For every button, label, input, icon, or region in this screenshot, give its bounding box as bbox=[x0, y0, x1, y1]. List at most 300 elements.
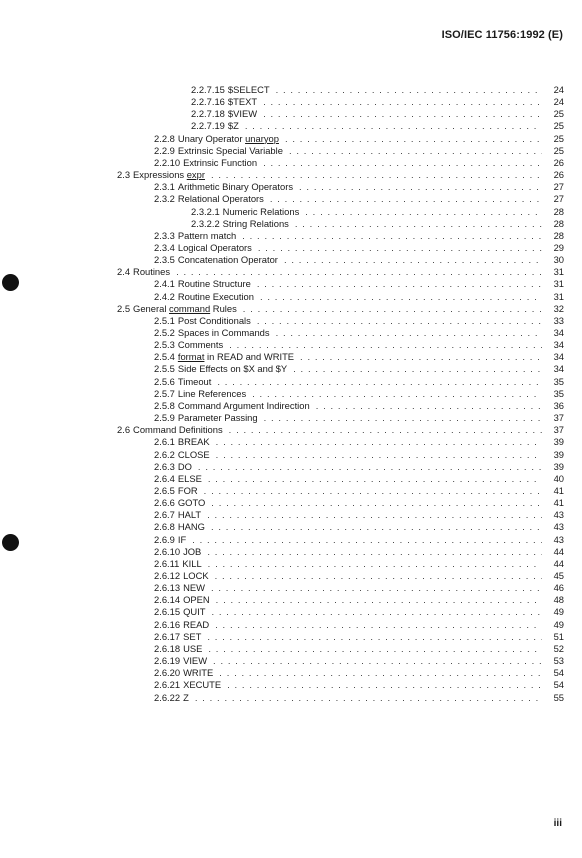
section-title: $Z bbox=[227, 120, 239, 132]
dot-leader bbox=[257, 278, 542, 290]
toc-entry bbox=[154, 157, 564, 169]
section-number: 2.3 bbox=[117, 169, 131, 181]
page-number: 40 bbox=[553, 472, 564, 484]
toc-entry bbox=[191, 218, 564, 230]
toc-entry bbox=[191, 206, 564, 218]
section-number: 2.6.7 bbox=[154, 509, 175, 521]
toc-entry bbox=[191, 84, 564, 96]
page-number: 39 bbox=[553, 460, 564, 472]
section-number: 2.2.7.16 bbox=[191, 96, 225, 108]
toc-entry-label bbox=[154, 157, 257, 169]
section-title: Routine Structure bbox=[177, 278, 251, 290]
toc-entry-label bbox=[154, 400, 310, 412]
dot-leader bbox=[211, 582, 542, 594]
page-number: 49 bbox=[553, 618, 564, 630]
section-title: Spaces in Commands bbox=[177, 327, 270, 338]
page-number: 46 bbox=[553, 582, 564, 594]
page-number: 28 bbox=[553, 217, 564, 229]
toc-entry bbox=[191, 96, 564, 108]
section-number: 2.4.2 bbox=[154, 290, 175, 302]
dot-leader bbox=[263, 157, 542, 169]
section-title: Arithmetic Binary Operators bbox=[177, 181, 294, 193]
section-number: 2.2.10 bbox=[154, 156, 181, 168]
toc-entry-label bbox=[191, 96, 257, 108]
dot-leader bbox=[227, 679, 542, 691]
toc-entry-label bbox=[117, 303, 237, 315]
toc-entry-label bbox=[154, 193, 264, 205]
toc-entry-label bbox=[154, 181, 293, 193]
toc-entry-label bbox=[154, 436, 210, 448]
toc-entry bbox=[154, 400, 564, 412]
page-number: 27 bbox=[553, 181, 564, 193]
toc-entry bbox=[154, 558, 564, 570]
section-number: 2.2.7.19 bbox=[191, 120, 225, 132]
dot-leader bbox=[215, 570, 542, 582]
section-number: 2.3.1 bbox=[154, 181, 175, 193]
toc-entry-label bbox=[154, 242, 252, 254]
toc-entry bbox=[154, 594, 564, 606]
dot-leader bbox=[217, 376, 542, 388]
toc-entry-label bbox=[154, 291, 254, 303]
section-title: CLOSE bbox=[177, 448, 210, 460]
section-number: 2.3.5 bbox=[154, 254, 175, 266]
toc-entry-label bbox=[191, 120, 239, 132]
section-number: 2.2.7.15 bbox=[191, 84, 225, 95]
toc-entry bbox=[117, 424, 564, 436]
toc-entry bbox=[154, 485, 564, 497]
section-number: 2.5.4 bbox=[154, 351, 175, 363]
toc-entry-label bbox=[154, 351, 294, 363]
section-number: 2.6.17 bbox=[154, 630, 181, 642]
section-number: 2.6.22 bbox=[154, 691, 181, 703]
toc-entry bbox=[154, 534, 564, 546]
section-title: READ bbox=[183, 618, 210, 630]
page-number: 26 bbox=[553, 156, 564, 168]
toc-entry bbox=[154, 145, 564, 157]
page-number: 49 bbox=[553, 606, 564, 618]
page-number: 33 bbox=[553, 314, 564, 326]
section-number: 2.5.2 bbox=[154, 327, 175, 338]
toc-entry bbox=[154, 509, 564, 521]
page-number: 45 bbox=[553, 570, 564, 581]
toc-entry-label bbox=[154, 534, 186, 546]
toc-entry bbox=[154, 449, 564, 461]
page-number: 28 bbox=[553, 205, 564, 217]
section-title: OPEN bbox=[183, 594, 210, 606]
page-number: 24 bbox=[553, 96, 564, 108]
page-number: 31 bbox=[553, 266, 564, 278]
dot-leader bbox=[207, 546, 542, 558]
section-number: 2.5 bbox=[117, 302, 131, 314]
section-title: LOCK bbox=[183, 570, 209, 581]
section-number: 2.5.6 bbox=[154, 375, 175, 387]
toc-entry bbox=[154, 412, 564, 424]
dot-leader bbox=[229, 339, 542, 351]
toc-entry bbox=[154, 619, 564, 631]
section-title: Z bbox=[183, 691, 189, 703]
section-title: NEW bbox=[183, 582, 205, 594]
toc-entry-label bbox=[191, 108, 257, 120]
toc-entry-label bbox=[191, 218, 289, 230]
toc-entry bbox=[154, 679, 564, 691]
section-title: $VIEW bbox=[227, 108, 258, 120]
section-number: 2.6.19 bbox=[154, 655, 181, 667]
page-number: 41 bbox=[553, 497, 564, 509]
dot-leader bbox=[213, 655, 542, 667]
section-title: SET bbox=[183, 630, 202, 642]
toc-entry-label bbox=[154, 594, 210, 606]
page-number: 32 bbox=[553, 302, 564, 314]
section-title: Pattern match bbox=[177, 229, 237, 241]
dot-leader bbox=[198, 461, 542, 473]
section-title: Numeric Relations bbox=[222, 205, 300, 217]
toc-entry-label bbox=[154, 582, 205, 594]
page-folio: iii bbox=[553, 818, 562, 829]
document-header: ISO/IEC 11756:1992 (E) bbox=[441, 29, 563, 41]
toc-entry-label bbox=[117, 266, 170, 278]
toc-entry-label bbox=[154, 278, 251, 290]
toc-entry-label bbox=[154, 315, 251, 327]
toc-entry bbox=[154, 582, 564, 594]
section-number: 2.6.10 bbox=[154, 545, 181, 557]
page-number: 25 bbox=[553, 144, 564, 156]
toc-entry bbox=[154, 388, 564, 400]
dot-leader bbox=[252, 388, 542, 400]
toc-entry-label bbox=[154, 558, 202, 570]
toc-entry-label bbox=[154, 509, 201, 521]
toc-entry bbox=[154, 497, 564, 509]
toc-entry-label bbox=[154, 570, 209, 582]
dot-leader bbox=[263, 108, 542, 120]
section-number: 2.3.2.2 bbox=[191, 217, 220, 229]
page-number: 44 bbox=[553, 545, 564, 557]
toc-entry-label bbox=[154, 327, 270, 339]
toc-entry bbox=[154, 667, 564, 679]
toc-entry-label bbox=[154, 631, 201, 643]
dot-leader bbox=[293, 363, 542, 375]
section-title-underlined: format bbox=[177, 351, 205, 363]
dot-leader bbox=[245, 120, 542, 132]
section-title: HALT bbox=[177, 509, 202, 521]
page-number: 41 bbox=[553, 484, 564, 496]
dot-leader bbox=[295, 218, 542, 230]
page-number: 37 bbox=[553, 412, 564, 424]
section-number: 2.6.14 bbox=[154, 594, 181, 606]
toc-entry-label bbox=[154, 667, 213, 679]
toc-entry bbox=[154, 339, 564, 351]
dot-leader bbox=[289, 145, 542, 157]
dot-leader bbox=[263, 96, 542, 108]
toc-entry-label bbox=[154, 606, 205, 618]
toc-entry bbox=[154, 606, 564, 618]
toc-entry bbox=[154, 254, 564, 266]
toc-entry bbox=[154, 461, 564, 473]
page-number: 52 bbox=[553, 642, 564, 654]
section-number: 2.4.1 bbox=[154, 278, 175, 290]
toc-entry bbox=[154, 363, 564, 375]
section-title: KILL bbox=[182, 557, 202, 569]
dot-leader bbox=[216, 594, 542, 606]
dot-leader bbox=[192, 534, 542, 546]
toc-entry bbox=[154, 278, 564, 290]
dot-leader bbox=[211, 169, 542, 181]
section-number: 2.6.15 bbox=[154, 606, 181, 618]
toc-entry bbox=[154, 570, 564, 582]
section-number: 2.3.4 bbox=[154, 241, 175, 253]
page-number: 24 bbox=[553, 84, 564, 95]
toc-entry-label bbox=[154, 388, 246, 400]
toc-entry-label bbox=[154, 376, 211, 388]
section-title: Extrinsic Function bbox=[183, 156, 258, 168]
section-title: Command Definitions bbox=[133, 424, 223, 436]
page-number: 31 bbox=[553, 290, 564, 302]
page-number: 35 bbox=[553, 375, 564, 387]
section-title: DO bbox=[177, 460, 192, 472]
dot-leader bbox=[207, 631, 542, 643]
section-title: in READ and WRITE bbox=[204, 351, 295, 363]
dot-leader bbox=[208, 473, 542, 485]
section-number: 2.6.6 bbox=[154, 497, 175, 509]
section-number: 2.6.20 bbox=[154, 667, 181, 679]
section-title: Concatenation Operator bbox=[177, 254, 278, 266]
section-title: Comments bbox=[177, 339, 224, 351]
binder-hole bbox=[2, 534, 19, 551]
page-number: 27 bbox=[553, 193, 564, 205]
page-number: 25 bbox=[553, 108, 564, 120]
toc-entry-label bbox=[191, 206, 299, 218]
section-number: 2.4 bbox=[117, 266, 131, 278]
section-title: Rules bbox=[210, 302, 237, 314]
toc-entry-label bbox=[154, 461, 192, 473]
toc-entry-label bbox=[154, 145, 283, 157]
toc-entry-label bbox=[154, 692, 189, 704]
toc-entry-label bbox=[154, 363, 287, 375]
toc-entry-label bbox=[154, 546, 201, 558]
page-number: 43 bbox=[553, 521, 564, 533]
page-number: 31 bbox=[553, 278, 564, 290]
section-title: GOTO bbox=[177, 497, 206, 509]
section-title: Routines bbox=[133, 266, 171, 278]
toc-entry bbox=[154, 315, 564, 327]
section-title: IF bbox=[177, 533, 187, 545]
section-number: 2.5.3 bbox=[154, 339, 175, 351]
toc-entry bbox=[154, 376, 564, 388]
toc-entry bbox=[154, 242, 564, 254]
toc-entry-label bbox=[154, 230, 236, 242]
section-title: Routine Execution bbox=[177, 290, 254, 302]
page-number: 37 bbox=[553, 424, 564, 436]
section-title: Expressions bbox=[133, 169, 187, 181]
dot-leader bbox=[316, 400, 542, 412]
section-number: 2.6.18 bbox=[154, 642, 181, 654]
toc-entry-label bbox=[154, 679, 221, 691]
section-title-underlined: expr bbox=[186, 169, 205, 181]
toc-entry-label bbox=[154, 254, 278, 266]
dot-leader bbox=[270, 193, 542, 205]
section-title: QUIT bbox=[183, 606, 206, 618]
section-number: 2.6.16 bbox=[154, 618, 181, 630]
section-number: 2.5.8 bbox=[154, 399, 175, 411]
page-number: 36 bbox=[553, 399, 564, 411]
section-title: Timeout bbox=[177, 375, 212, 387]
section-number: 2.6.8 bbox=[154, 521, 175, 533]
toc-entry-label bbox=[154, 521, 205, 533]
page-number: 55 bbox=[553, 691, 564, 703]
toc-entry-label bbox=[154, 449, 210, 461]
dot-leader bbox=[211, 606, 542, 618]
dot-leader bbox=[285, 133, 542, 145]
page-number: 35 bbox=[553, 387, 564, 399]
binder-hole bbox=[2, 274, 19, 291]
dot-leader bbox=[195, 692, 542, 704]
toc-entry bbox=[117, 169, 564, 181]
dot-leader bbox=[300, 351, 542, 363]
section-number: 2.3.2 bbox=[154, 193, 175, 205]
page-number: 43 bbox=[553, 509, 564, 521]
page-number: 39 bbox=[553, 448, 564, 460]
section-title: Command Argument Indirection bbox=[177, 399, 310, 411]
dot-leader bbox=[208, 558, 542, 570]
section-title: JOB bbox=[183, 545, 202, 557]
section-number: 2.2.7.18 bbox=[191, 108, 225, 120]
dot-leader bbox=[216, 436, 542, 448]
section-title: HANG bbox=[177, 521, 205, 533]
section-title-underlined: unaryop bbox=[245, 132, 279, 144]
toc-entry-label bbox=[154, 412, 258, 424]
section-title: ELSE bbox=[177, 472, 202, 484]
section-title: Extrinsic Special Variable bbox=[177, 144, 283, 156]
section-title: Parameter Passing bbox=[177, 412, 258, 424]
page-number: 43 bbox=[553, 533, 564, 545]
section-number: 2.3.3 bbox=[154, 229, 175, 241]
toc-entry bbox=[154, 327, 564, 339]
dot-leader bbox=[229, 424, 542, 436]
page-number: 34 bbox=[553, 339, 564, 351]
section-title: $TEXT bbox=[227, 96, 258, 108]
section-title: WRITE bbox=[183, 667, 214, 679]
toc-entry-label bbox=[117, 424, 223, 436]
toc-entry-label bbox=[117, 169, 205, 181]
section-number: 2.6.5 bbox=[154, 484, 175, 496]
page-number: 25 bbox=[553, 120, 564, 132]
section-number: 2.6.2 bbox=[154, 448, 175, 460]
section-title: Line References bbox=[177, 387, 247, 399]
toc-entry bbox=[154, 631, 564, 643]
section-title: VIEW bbox=[183, 655, 208, 667]
section-number: 2.6.13 bbox=[154, 582, 181, 594]
toc-entry-label bbox=[154, 473, 202, 485]
dot-leader bbox=[258, 242, 542, 254]
section-number: 2.6.11 bbox=[154, 557, 180, 569]
toc-entry bbox=[191, 108, 564, 120]
section-title: Side Effects on $X and $Y bbox=[177, 363, 288, 375]
toc-entry bbox=[154, 655, 564, 667]
dot-leader bbox=[211, 497, 542, 509]
toc-entry bbox=[154, 436, 564, 448]
section-title: General bbox=[133, 302, 170, 314]
section-number: 2.5.5 bbox=[154, 363, 175, 375]
section-title: BREAK bbox=[177, 436, 210, 448]
section-title: String Relations bbox=[222, 217, 289, 229]
page-number: 48 bbox=[553, 594, 564, 606]
dot-leader bbox=[211, 521, 542, 533]
toc-entry-label bbox=[154, 655, 207, 667]
page-number: 54 bbox=[553, 679, 564, 691]
toc-entry bbox=[154, 291, 564, 303]
section-number: 2.2.9 bbox=[154, 144, 175, 156]
page-number: 53 bbox=[553, 655, 564, 667]
section-number: 2.6.12 bbox=[154, 570, 181, 581]
toc-entry-label bbox=[154, 643, 202, 655]
dot-leader bbox=[242, 230, 542, 242]
dot-leader bbox=[215, 619, 542, 631]
section-number: 2.5.1 bbox=[154, 314, 175, 326]
section-number: 2.6.21 bbox=[154, 679, 181, 691]
page-number: 51 bbox=[553, 630, 564, 642]
section-title: USE bbox=[183, 642, 203, 654]
section-title: FOR bbox=[177, 484, 198, 496]
page-number: 54 bbox=[553, 667, 564, 679]
dot-leader bbox=[305, 206, 542, 218]
page-number: 34 bbox=[553, 351, 564, 363]
dot-leader bbox=[257, 315, 542, 327]
page-number: 29 bbox=[553, 241, 564, 253]
toc-entry bbox=[154, 133, 564, 145]
dot-leader bbox=[260, 291, 542, 303]
dot-leader bbox=[276, 84, 542, 96]
toc-entry-label bbox=[154, 133, 279, 145]
section-title: Logical Operators bbox=[177, 241, 252, 253]
toc-entry bbox=[191, 120, 564, 132]
toc-entry-label bbox=[154, 485, 198, 497]
toc-entry bbox=[154, 692, 564, 704]
section-title: Unary Operator bbox=[177, 132, 246, 144]
toc-entry bbox=[154, 521, 564, 533]
toc-entry bbox=[154, 546, 564, 558]
page-number: 39 bbox=[553, 436, 564, 448]
page-number: 30 bbox=[553, 254, 564, 266]
toc-entry bbox=[154, 193, 564, 205]
toc-entry-label bbox=[154, 619, 209, 631]
section-number: 2.2.8 bbox=[154, 132, 175, 144]
section-number: 2.6.9 bbox=[154, 533, 175, 545]
dot-leader bbox=[207, 509, 542, 521]
toc-entry-label bbox=[154, 339, 223, 351]
toc-entry-label bbox=[191, 84, 270, 96]
section-title: $SELECT bbox=[227, 84, 270, 95]
dot-leader bbox=[219, 667, 542, 679]
page-number: 25 bbox=[553, 132, 564, 144]
page-number: 44 bbox=[553, 557, 564, 569]
page-number: 34 bbox=[553, 363, 564, 375]
page-number: 34 bbox=[553, 327, 564, 338]
section-number: 2.3.2.1 bbox=[191, 205, 220, 217]
section-title: Relational Operators bbox=[177, 193, 264, 205]
toc-entry bbox=[154, 351, 564, 363]
section-number: 2.5.9 bbox=[154, 412, 175, 424]
section-title: XECUTE bbox=[183, 679, 222, 691]
dot-leader bbox=[216, 449, 542, 461]
dot-leader bbox=[204, 485, 542, 497]
section-title: Post Conditionals bbox=[177, 314, 251, 326]
toc-entry bbox=[154, 643, 564, 655]
toc-entry bbox=[154, 181, 564, 193]
section-number: 2.6.1 bbox=[154, 436, 175, 448]
page-number: 28 bbox=[553, 229, 564, 241]
dot-leader bbox=[208, 643, 542, 655]
page-number: 26 bbox=[553, 169, 564, 181]
dot-leader bbox=[176, 266, 542, 278]
